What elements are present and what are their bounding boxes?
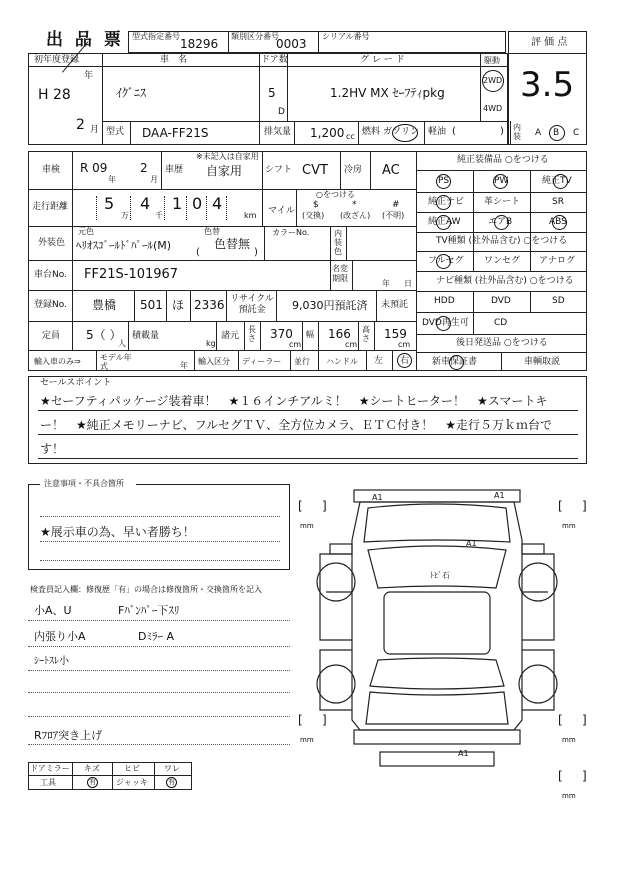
- svg-text:]: ]: [322, 499, 327, 513]
- svg-text:[: [: [298, 499, 303, 513]
- form-title: 出 品 票: [46, 30, 124, 50]
- navi-cd: CD: [494, 318, 508, 328]
- navi-sd: SD: [552, 296, 565, 306]
- height-label: 高さ: [362, 325, 370, 343]
- fuel-gasoline: ガソリン: [383, 127, 420, 137]
- tools-row-label: 工具: [40, 778, 56, 787]
- model-designation-value: 18296: [180, 37, 219, 51]
- score-label: 評 価 点: [531, 37, 568, 48]
- navi-dvd-play: DVD再生可: [422, 318, 469, 328]
- later-warranty: 新車保証書: [432, 357, 478, 367]
- chassis-value: FF21S-101967: [84, 267, 179, 282]
- mark-dollar: $: [313, 200, 319, 210]
- later-header: 後日発送品 ○をつける: [456, 338, 548, 348]
- tools-mark: 有: [89, 778, 96, 786]
- name-change-label: 名変期限: [332, 264, 348, 283]
- tv-header: TV種類 (社外品含む) ○をつける: [436, 236, 568, 246]
- shift-value: CVT: [302, 163, 328, 178]
- grade-value: 1.2HV MX ｾｰﾌﾃｨpkg: [330, 86, 445, 100]
- mark-windshield: ﾄﾋﾞ石: [430, 571, 450, 580]
- fuel-label: 燃料: [362, 127, 381, 137]
- svg-text:[: [: [298, 713, 303, 727]
- notes-label: 注意事項・不具合箇所: [44, 479, 124, 488]
- load-label: 積載量: [132, 331, 160, 341]
- original-color-label: 元色: [78, 227, 94, 236]
- first-reg-year-unit: 年: [84, 71, 94, 81]
- mileage-label: 走行距離: [32, 202, 69, 212]
- recycle-label: リサイクル預託金: [230, 294, 274, 315]
- tv-analog: アナログ: [539, 256, 576, 266]
- tools-header-crack: ヒビ: [124, 764, 140, 773]
- grade-label: グ レ ー ド: [360, 55, 405, 65]
- import-type-label: 輸入区分: [198, 357, 230, 366]
- interior-b: B: [553, 128, 560, 138]
- equip-sr: SR: [552, 197, 564, 207]
- mileage-man-unit: 万: [121, 211, 129, 220]
- capacity-label: 定員: [42, 331, 61, 341]
- mileage-digit-3: 1: [172, 194, 183, 213]
- navi-header: ナビ種類 (社外品含む) ○をつける: [436, 276, 574, 286]
- jack-mark: 有: [168, 778, 175, 786]
- dealer-label: ディーラー: [242, 357, 282, 366]
- model-designation-label: 型式指定番号: [132, 32, 180, 41]
- ac-label: 冷房: [344, 165, 363, 175]
- inspector-entry-2b: Dﾐﾗｰ A: [138, 630, 174, 643]
- svg-text:]: ]: [322, 713, 327, 727]
- specs-label: 諸元: [221, 331, 240, 341]
- mark-rear-bumper: A1: [458, 749, 469, 758]
- interior-a: A: [535, 128, 542, 138]
- interior-label: 内装: [513, 123, 521, 141]
- height-unit: cm: [398, 340, 411, 349]
- tools-header-scratch: キズ: [84, 764, 100, 773]
- equip-airbag: エアB: [488, 217, 513, 227]
- mm-label-2: mm: [562, 522, 576, 530]
- displacement-value: 1,200: [310, 126, 345, 140]
- mm-label-3: mm: [300, 736, 314, 744]
- inspector-entry-1b: Fﾊﾞﾝﾊﾟｰ下ｽﾘ: [118, 604, 180, 617]
- first-reg-month: 2: [76, 117, 85, 133]
- category-label: 類別区分番号: [231, 32, 279, 41]
- doors-type: D: [278, 107, 285, 117]
- sales-line-3: す！: [40, 442, 65, 456]
- serial-label: シリアル番号: [322, 32, 370, 41]
- equip-ps: PS: [438, 176, 450, 186]
- car-name-label: 車 名: [160, 55, 188, 65]
- inspection-month: 2: [140, 161, 148, 175]
- model-year-label: モデル年式: [100, 353, 132, 371]
- inspection-label: 車検: [42, 165, 61, 175]
- score-value: 3.5: [520, 65, 575, 105]
- model-code: DAA-FF21S: [142, 126, 209, 140]
- interior-color-label: 内装色: [334, 229, 342, 256]
- mileage-sen-unit: 千: [155, 211, 163, 220]
- equip-oem-navi: 純正ナビ: [428, 197, 465, 207]
- history-label: 車歴: [165, 165, 184, 175]
- equip-abs: ABS: [549, 217, 567, 227]
- mark-star-note: (改ざん): [340, 211, 371, 220]
- mm-label-1: mm: [300, 522, 314, 530]
- chassis-label: 車台No.: [34, 270, 67, 280]
- color-change-value: 色替無: [214, 237, 251, 251]
- model-label: 型式: [106, 127, 125, 137]
- equip-pw: PW: [494, 176, 509, 186]
- tools-header-mirror: ドアミラー: [30, 764, 70, 773]
- mark-front-bumper-left: A1: [372, 493, 383, 502]
- inspection-year-unit: 年: [108, 175, 116, 184]
- drive-label: 駆動: [484, 56, 500, 65]
- car-name: ｲｸﾞﾆｽ: [116, 86, 147, 100]
- ac-value: AC: [382, 163, 400, 178]
- first-reg-era: H 28: [38, 87, 71, 103]
- reg-place: 豊橋: [92, 298, 117, 312]
- car-diagram: [290, 480, 640, 820]
- tools-header-break: ワレ: [164, 764, 180, 773]
- mark-hood: A1: [466, 539, 477, 548]
- reg-label: 登録No.: [34, 300, 67, 310]
- mark-hash-note: (不明): [382, 211, 405, 220]
- equip-leather: 革シート: [484, 197, 521, 207]
- equip-oem-tv: 純正TV: [542, 176, 572, 186]
- inspector-entry-1a: 小A、U: [34, 604, 72, 617]
- sales-line-1: ★セーフティパッケージ装着車！ ★１６インチアルミ！ ★シートヒーター！ ★スマートキ: [40, 394, 548, 408]
- first-reg-month-unit: 月: [90, 125, 100, 135]
- later-manual: 車輌取説: [524, 357, 561, 367]
- color-label: 外装色: [38, 238, 66, 248]
- mm-label-4: mm: [562, 736, 576, 744]
- oem-header: 純正装備品 ○をつける: [457, 155, 549, 165]
- drive-4wd: 4WD: [483, 104, 503, 113]
- displacement-label: 排気量: [264, 127, 292, 137]
- mark-hash: #: [392, 200, 400, 210]
- inspector-entry-2a: 内張り小A: [34, 630, 86, 643]
- svg-text:[: [: [558, 713, 563, 727]
- name-change-day: 日: [404, 279, 412, 288]
- mm-label-5: mm: [562, 792, 576, 800]
- color-no-header: カラーNo.: [272, 228, 310, 237]
- history-value: 自家用: [206, 164, 243, 178]
- parallel-label: 並行: [294, 357, 310, 366]
- svg-text:[: [: [558, 499, 563, 513]
- mark-front-bumper-right: A1: [494, 491, 505, 500]
- inspector-entry-6a: Rﾌﾛｱ突き上げ: [34, 729, 103, 742]
- length-unit: cm: [289, 340, 302, 349]
- mileage-digit-2: 4: [140, 194, 151, 213]
- svg-text:]: ]: [582, 713, 587, 727]
- name-change-year: 年: [382, 279, 390, 288]
- width-value: 166: [328, 327, 351, 341]
- mileage-unit: km: [244, 211, 257, 220]
- tv-fullseg: フルセグ: [428, 256, 464, 266]
- navi-hdd: HDD: [434, 296, 455, 306]
- original-color: ﾍﾘｵｽｺﾞｰﾙﾄﾞﾊﾟｰﾙ(M): [76, 239, 172, 252]
- length-value: 370: [270, 327, 293, 341]
- handle-label: ハンドル: [326, 357, 358, 366]
- sales-label: セールスポイント: [40, 378, 112, 388]
- jack-label: ジャッキ: [116, 778, 148, 787]
- model-year-unit: 年: [180, 361, 188, 370]
- reg-number: 2336: [194, 298, 225, 312]
- navi-dvd: DVD: [491, 296, 511, 306]
- width-unit: cm: [345, 340, 358, 349]
- capacity-value: 5（ ）: [86, 328, 122, 342]
- height-value: 159: [384, 327, 407, 341]
- mark-dollar-note: (交換): [302, 211, 325, 220]
- history-note: ※未記入は自家用: [196, 152, 259, 161]
- doors-value: 5: [268, 86, 276, 100]
- length-label: 長さ: [248, 325, 256, 343]
- doors-label: ドア数: [261, 55, 288, 65]
- displacement-unit: cc: [346, 132, 355, 141]
- svg-text:]: ]: [582, 769, 587, 783]
- mileage-digit-5: 4: [212, 194, 223, 213]
- import-label: 輸入車のみ⇒: [34, 357, 81, 366]
- handle-right: 右: [400, 356, 410, 366]
- drive-2wd: 2WD: [483, 76, 503, 85]
- svg-text:[: [: [558, 769, 563, 783]
- color-change-label: 色替: [204, 227, 220, 236]
- category-value: 0003: [276, 37, 307, 51]
- width-label: 幅: [306, 330, 314, 339]
- tv-oneseg: ワンセグ: [484, 256, 521, 266]
- handle-left: 左: [374, 356, 384, 366]
- recycle-pending: 未預託: [381, 300, 409, 310]
- load-unit: kg: [206, 339, 216, 348]
- sales-line-2: ー！ ★純正メモリーナビ、フルセグＴＶ、全方位カメラ、ＥＴＣ付き！ ★走行５万ｋｍ台で: [40, 418, 552, 432]
- mile-label: マイル: [268, 206, 295, 216]
- equip-oem-aw: 純正AW: [428, 217, 461, 227]
- svg-text:]: ]: [582, 499, 587, 513]
- inspector-label: 検査員記入欄：修復歴「有」の場合は修復箇所・交換箇所を記入: [30, 585, 262, 594]
- recycle-amount: 9,030円預託済: [292, 299, 368, 312]
- mileage-digit-1: 5: [104, 194, 115, 213]
- interior-c: C: [573, 128, 580, 138]
- mark-note: ○をつける: [316, 190, 355, 199]
- inspection-year: R 09: [80, 161, 108, 175]
- notes-line-1: ★展示車の為、早い者勝ち！: [40, 525, 195, 539]
- capacity-unit: 人: [118, 339, 126, 348]
- fuel-light-oil: 軽油: [428, 127, 447, 137]
- inspector-entry-3a: ｼｰﾄｽﾚ小: [34, 656, 69, 667]
- shift-label: シフト: [265, 165, 293, 175]
- reg-class: 501: [140, 298, 163, 312]
- first-reg-label: 初年度登録: [34, 55, 80, 65]
- mark-star: *: [352, 200, 357, 210]
- reg-kana: ほ: [172, 298, 185, 312]
- inspection-month-unit: 月: [150, 175, 158, 184]
- mileage-digit-4: 0: [192, 194, 203, 213]
